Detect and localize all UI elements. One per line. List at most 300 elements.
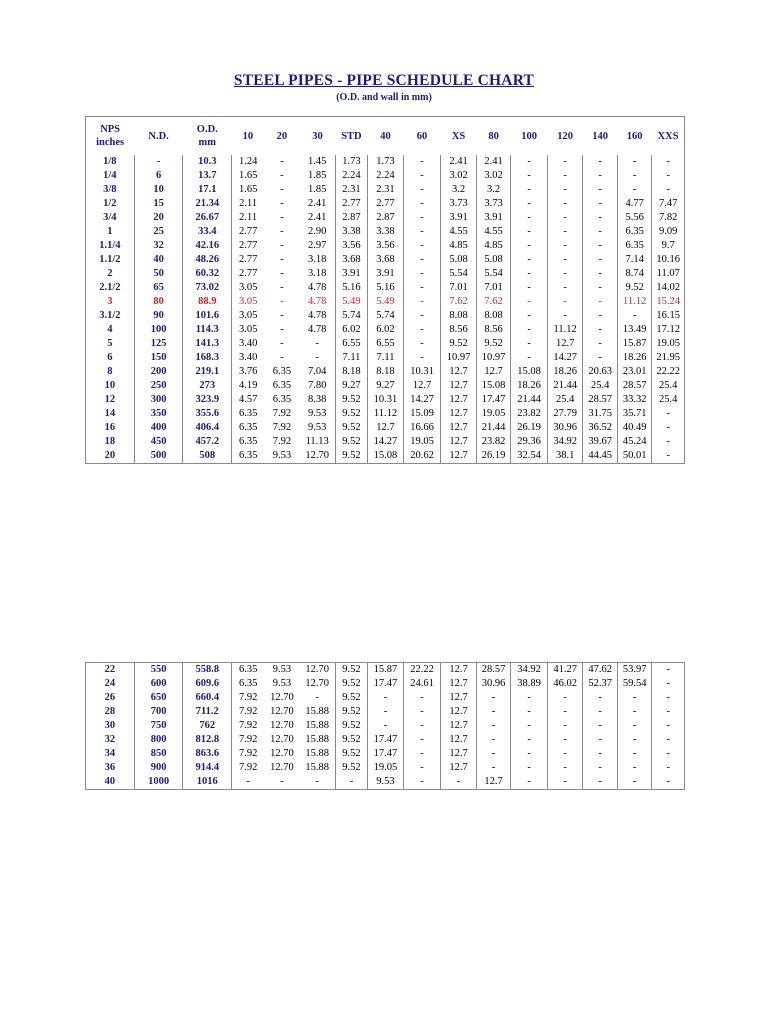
cell-wall-10: 2.77 [232,253,264,267]
cell-wall-xs: 8.56 [441,323,477,337]
cell-wall-xs: 12.7 [441,421,477,435]
cell-wall-xxs: 22.22 [652,365,685,379]
cell-wall-60: - [403,719,441,733]
cell-wall-std: - [335,775,367,790]
cell-nps: 5 [86,337,135,351]
cell-wall-120: 21.44 [547,379,583,393]
header-xs: XS [441,117,477,156]
cell-wall-160: - [617,691,652,705]
cell-nps: 8 [86,365,135,379]
cell-wall-80: - [476,705,511,719]
cell-wall-60: - [403,761,441,775]
cell-nd: 200 [134,365,183,379]
header-nd: N.D. [134,117,183,156]
cell-od: 219.1 [183,365,232,379]
cell-wall-160: 45.24 [617,435,652,449]
cell-wall-30: 2.41 [308,212,327,223]
header-40: 40 [368,117,404,156]
cell-wall-60: - [403,705,441,719]
cell-od: 73.02 [183,281,232,295]
cell-wall-160: - [617,705,652,719]
cell-nps: 1.1/4 [86,239,135,253]
cell-wall-140: - [583,295,618,309]
cell-od: 168.3 [183,351,232,365]
cell-wall-60: - [403,225,441,239]
cell-wall-xxs: - [652,761,685,775]
cell-wall-120: 12.7 [547,337,583,351]
cell-wall-30: 2.41 [308,198,327,209]
cell-wall-30: 15.88 [305,734,329,745]
header-30: 30 [300,117,336,156]
table-row [86,747,685,761]
cell-wall-xxs: 9.09 [652,225,685,239]
cell-nps: 2.1/2 [86,281,135,295]
cell-nd: 20 [134,211,183,225]
cell-od: 21.34 [183,197,232,211]
cell-wall-80: - [476,691,511,705]
header-100: 100 [511,117,548,156]
cell-wall-20: 9.53 [264,663,300,678]
cell-wall-xxs: 11.07 [652,267,685,281]
cell-od: 48.26 [183,253,232,267]
cell-wall-10: 4.19 [232,379,264,393]
cell-wall-80: 2.41 [476,155,511,169]
cell-wall-120: - [547,253,583,267]
cell-wall-xxs: - [652,155,685,169]
cell-wall-40: - [368,719,404,733]
cell-wall-40: 8.18 [368,365,404,379]
cell-wall-std: 2.31 [335,183,367,197]
table-row [86,225,685,239]
cell-od: 114.3 [183,323,232,337]
cell-nps: 12 [86,393,135,407]
cell-wall-xxs: 25.4 [652,393,685,407]
cell-wall-80: 26.19 [476,449,511,464]
cell-wall-xs: 4.85 [441,239,477,253]
table-row [86,323,685,337]
cell-nd: 400 [134,421,183,435]
cell-wall-160: 23.01 [617,365,652,379]
cell-wall-10: 3.05 [232,281,264,295]
cell-nps: 1/8 [86,155,135,169]
cell-wall-60: - [403,267,441,281]
table-row [86,775,685,790]
cell-wall-xxs: - [652,733,685,747]
cell-wall-80: 8.56 [476,323,511,337]
cell-wall-xs: 3.02 [441,169,477,183]
cell-wall-20: 6.35 [272,366,292,377]
table-row [86,435,685,449]
cell-wall-40: 7.11 [368,351,404,365]
cell-nd: 700 [134,705,183,719]
cell-wall-xxs: 9.7 [652,239,685,253]
cell-wall-30: 2.97 [308,240,327,251]
header-std: STD [335,117,367,156]
cell-wall-60: - [403,337,441,351]
cell-wall-160: - [617,183,652,197]
cell-wall-80: 7.62 [476,295,511,309]
cell-nd: 150 [134,351,183,365]
table-row [86,421,685,435]
cell-wall-120: - [547,211,583,225]
table-row [86,239,685,253]
cell-wall-100: - [511,351,548,365]
table-row [86,183,685,197]
table-row [86,281,685,295]
cell-nps: 3/8 [86,183,135,197]
cell-wall-20: 12.70 [270,706,294,717]
cell-nps: 6 [86,351,135,365]
cell-wall-40: 2.31 [368,183,404,197]
cell-wall-10: 7.92 [232,691,264,705]
cell-wall-xxs: - [652,421,685,435]
cell-wall-10: 2.77 [232,267,264,281]
cell-wall-120: 14.27 [547,351,583,365]
cell-wall-140: 36.52 [583,421,618,435]
cell-wall-10: - [232,775,264,790]
cell-wall-80: 21.44 [476,421,511,435]
cell-wall-120: 25.4 [547,393,583,407]
cell-nd: 80 [134,295,183,309]
cell-wall-100: 34.92 [511,663,548,678]
cell-wall-10: 3.05 [232,309,264,323]
cell-wall-160: 28.57 [617,379,652,393]
cell-wall-10: 7.92 [232,719,264,733]
cell-nps: 34 [86,747,135,761]
cell-wall-140: 44.45 [583,449,618,464]
cell-wall-40: 14.27 [368,435,404,449]
table-row [86,719,685,733]
cell-wall-xs: 12.7 [441,677,477,691]
cell-wall-30: 4.78 [308,282,327,293]
cell-wall-100: - [511,733,548,747]
cell-wall-xxs: 10.16 [652,253,685,267]
cell-wall-xxs: - [652,183,685,197]
cell-wall-80: 3.73 [476,197,511,211]
cell-wall-160: 53.97 [617,663,652,678]
cell-wall-40: 2.24 [368,169,404,183]
cell-wall-std: 9.52 [335,449,367,464]
cell-nd: 1000 [134,775,183,790]
cell-wall-80: 12.7 [476,775,511,790]
cell-wall-160: - [617,169,652,183]
cell-wall-30: 15.88 [305,720,329,731]
cell-wall-160: 59.54 [617,677,652,691]
cell-wall-std: 9.52 [335,719,367,733]
table-row [86,705,685,719]
cell-wall-60: - [403,239,441,253]
cell-wall-30: 15.88 [305,762,329,773]
cell-nd: 125 [134,337,183,351]
cell-wall-120: - [547,705,583,719]
cell-nps: 1 [86,225,135,239]
cell-wall-std: 9.52 [335,421,367,435]
cell-wall-xxs: 16.15 [652,309,685,323]
table-row [86,351,685,365]
cell-wall-xs: 12.7 [441,365,477,379]
cell-wall-xs: 7.01 [441,281,477,295]
cell-wall-100: - [511,281,548,295]
cell-wall-10: 3.40 [232,337,264,351]
cell-wall-30: 2.90 [308,226,327,237]
cell-wall-xs: 12.7 [441,449,477,464]
cell-wall-40: 9.53 [368,775,404,790]
cell-wall-40: 3.56 [368,239,404,253]
cell-wall-xs: 12.7 [441,733,477,747]
cell-wall-140: - [583,183,618,197]
cell-wall-60: - [403,351,441,365]
cell-wall-30: 9.53 [308,408,327,419]
pipe-schedule-table [85,116,685,464]
cell-nd: 100 [134,323,183,337]
cell-nd: 850 [134,747,183,761]
cell-nps: 14 [86,407,135,421]
page-subtitle: (O.D. and wall in mm) [336,92,432,103]
cell-wall-10: 1.24 [232,155,264,169]
cell-wall-xs: 12.7 [441,747,477,761]
cell-wall-xs: 8.08 [441,309,477,323]
cell-nd: 450 [134,435,183,449]
cell-nps: 30 [86,719,135,733]
cell-wall-40: 1.73 [368,155,404,169]
cell-wall-120: - [547,295,583,309]
cell-wall-40: 5.74 [368,309,404,323]
cell-wall-100: 23.82 [511,407,548,421]
cell-nps: 18 [86,435,135,449]
cell-od: 762 [183,719,232,733]
table-row [86,197,685,211]
cell-wall-20: - [280,338,284,349]
cell-wall-160: 5.56 [617,211,652,225]
cell-wall-60: 14.27 [403,393,441,407]
cell-wall-80: 15.08 [476,379,511,393]
cell-wall-120: - [547,691,583,705]
cell-nps: 20 [86,449,135,464]
cell-wall-160: 40.49 [617,421,652,435]
cell-od: 457.2 [183,435,232,449]
cell-wall-120: 27.79 [547,407,583,421]
cell-wall-100: 29.36 [511,435,548,449]
cell-wall-100: - [511,295,548,309]
cell-wall-std: 8.18 [335,365,367,379]
cell-wall-60: 22.22 [403,663,441,678]
cell-nps: 3 [86,295,135,309]
table-row [86,253,685,267]
cell-wall-xs: 12.7 [441,393,477,407]
cell-wall-std: 9.52 [335,393,367,407]
cell-wall-60: 24.61 [403,677,441,691]
cell-wall-20: - [280,310,284,321]
cell-wall-160: - [617,761,652,775]
cell-wall-xs: 9.52 [441,337,477,351]
header-xxs: XXS [652,117,685,156]
cell-nps: 36 [86,761,135,775]
cell-od: 711.2 [183,705,232,719]
table-row [86,733,685,747]
cell-wall-120: - [547,747,583,761]
cell-wall-20: 12.70 [270,720,294,731]
cell-wall-60: 15.09 [403,407,441,421]
cell-wall-10: 1.65 [232,183,264,197]
cell-wall-40: 3.91 [368,267,404,281]
cell-od: 101.6 [183,309,232,323]
cell-nps: 26 [86,691,135,705]
header-160: 160 [617,117,652,156]
cell-wall-10: 7.92 [232,747,264,761]
cell-wall-30: 1.85 [308,184,327,195]
cell-wall-160: 13.49 [617,323,652,337]
table-row [86,295,685,309]
cell-wall-140: - [583,197,618,211]
pipe-schedule-table-large [85,662,685,790]
cell-wall-30: 7.80 [308,380,327,391]
cell-wall-xs: 12.7 [441,719,477,733]
cell-wall-160: 7.14 [617,253,652,267]
header-20: 20 [264,117,300,156]
cell-wall-60: - [403,295,441,309]
cell-wall-40: 2.87 [368,211,404,225]
cell-wall-std: 1.73 [335,155,367,169]
cell-wall-60: - [403,169,441,183]
cell-wall-120: - [547,155,583,169]
cell-wall-80: 3.02 [476,169,511,183]
cell-wall-20: - [280,254,284,265]
cell-wall-80: 23.82 [476,435,511,449]
cell-wall-std: 9.52 [335,435,367,449]
cell-wall-20: - [280,184,284,195]
cell-wall-xs: 12.7 [441,407,477,421]
cell-nps: 16 [86,421,135,435]
cell-wall-std: 5.74 [335,309,367,323]
cell-wall-xs: 12.7 [441,761,477,775]
cell-wall-10: 4.57 [232,393,264,407]
cell-wall-100: 38.89 [511,677,548,691]
cell-wall-40: 9.27 [368,379,404,393]
cell-wall-20: 12.70 [270,762,294,773]
cell-nps: 10 [86,379,135,393]
cell-wall-10: 6.35 [232,421,264,435]
cell-od: 508 [183,449,232,464]
cell-wall-160: 4.77 [617,197,652,211]
cell-wall-30: 12.70 [300,449,336,464]
cell-wall-40: 6.55 [368,337,404,351]
cell-wall-30: 4.78 [308,324,327,335]
cell-nd: 550 [134,663,183,678]
cell-wall-160: - [617,775,652,790]
cell-wall-140: 25.4 [583,379,618,393]
cell-wall-160: 8.74 [617,267,652,281]
cell-wall-std: 9.52 [335,733,367,747]
cell-wall-xxs: - [652,691,685,705]
cell-wall-140: 28.57 [583,393,618,407]
cell-wall-std: 9.52 [335,747,367,761]
cell-wall-100: 32.54 [511,449,548,464]
cell-wall-100: - [511,719,548,733]
cell-wall-140: 31.75 [583,407,618,421]
cell-wall-160: 6.35 [617,225,652,239]
cell-wall-std: 6.02 [335,323,367,337]
cell-wall-20: - [280,170,284,181]
table-row [86,449,685,464]
cell-wall-std: 2.77 [335,197,367,211]
cell-wall-xs: 7.62 [441,295,477,309]
cell-nps: 3/4 [86,211,135,225]
cell-wall-160: - [617,747,652,761]
cell-wall-120: - [547,775,583,790]
cell-od: 42.16 [183,239,232,253]
cell-wall-10: 6.35 [232,407,264,421]
cell-nd: 90 [134,309,183,323]
cell-wall-120: - [547,733,583,747]
cell-wall-10: 7.92 [232,761,264,775]
cell-wall-20: - [280,296,284,307]
cell-nd: 6 [134,169,183,183]
cell-od: 10.3 [183,155,232,169]
cell-wall-60: - [403,197,441,211]
cell-od: 60.32 [183,267,232,281]
cell-wall-120: - [547,197,583,211]
cell-nps: 24 [86,677,135,691]
cell-wall-60: - [403,155,441,169]
cell-wall-xs: 12.7 [441,705,477,719]
cell-wall-60: - [403,211,441,225]
cell-nd: 800 [134,733,183,747]
cell-wall-xs: 2.41 [441,155,477,169]
cell-wall-100: - [511,309,548,323]
cell-wall-xxs: 7.47 [652,197,685,211]
cell-wall-100: - [511,705,548,719]
cell-wall-xxs: - [652,435,685,449]
cell-wall-30: 4.78 [308,310,327,321]
header-80: 80 [476,117,511,156]
cell-wall-40: 10.31 [368,393,404,407]
cell-od: 609.6 [183,677,232,691]
cell-wall-std: 9.52 [335,677,367,691]
cell-wall-80: - [476,719,511,733]
cell-wall-xs: - [441,775,477,790]
cell-wall-120: - [547,239,583,253]
cell-nps: 28 [86,705,135,719]
cell-wall-100: - [511,691,548,705]
cell-wall-20: 9.53 [272,678,292,689]
cell-wall-20: - [280,324,284,335]
header-140: 140 [583,117,618,156]
cell-wall-60: - [403,183,441,197]
cell-nps: 4 [86,323,135,337]
cell-nps: 3.1/2 [86,309,135,323]
cell-wall-20: - [280,268,284,279]
cell-wall-10: 3.40 [232,351,264,365]
cell-wall-10: 1.65 [232,169,264,183]
cell-wall-30: - [315,352,319,363]
cell-wall-30: 3.18 [308,268,327,279]
table-row [86,267,685,281]
cell-wall-100: - [511,775,548,790]
cell-wall-60: - [403,309,441,323]
cell-wall-10: 6.35 [232,677,264,691]
cell-wall-60: - [403,733,441,747]
table-row [86,169,685,183]
cell-wall-xxs: 19.05 [652,337,685,351]
cell-wall-120: - [547,309,583,323]
cell-wall-120: - [547,761,583,775]
cell-wall-xxs: - [652,663,685,678]
cell-wall-20: 6.35 [272,394,292,405]
cell-wall-30: 1.85 [308,170,327,181]
cell-wall-std: 3.38 [335,225,367,239]
table-body-upper [86,155,685,464]
cell-wall-160: 11.12 [617,295,652,309]
